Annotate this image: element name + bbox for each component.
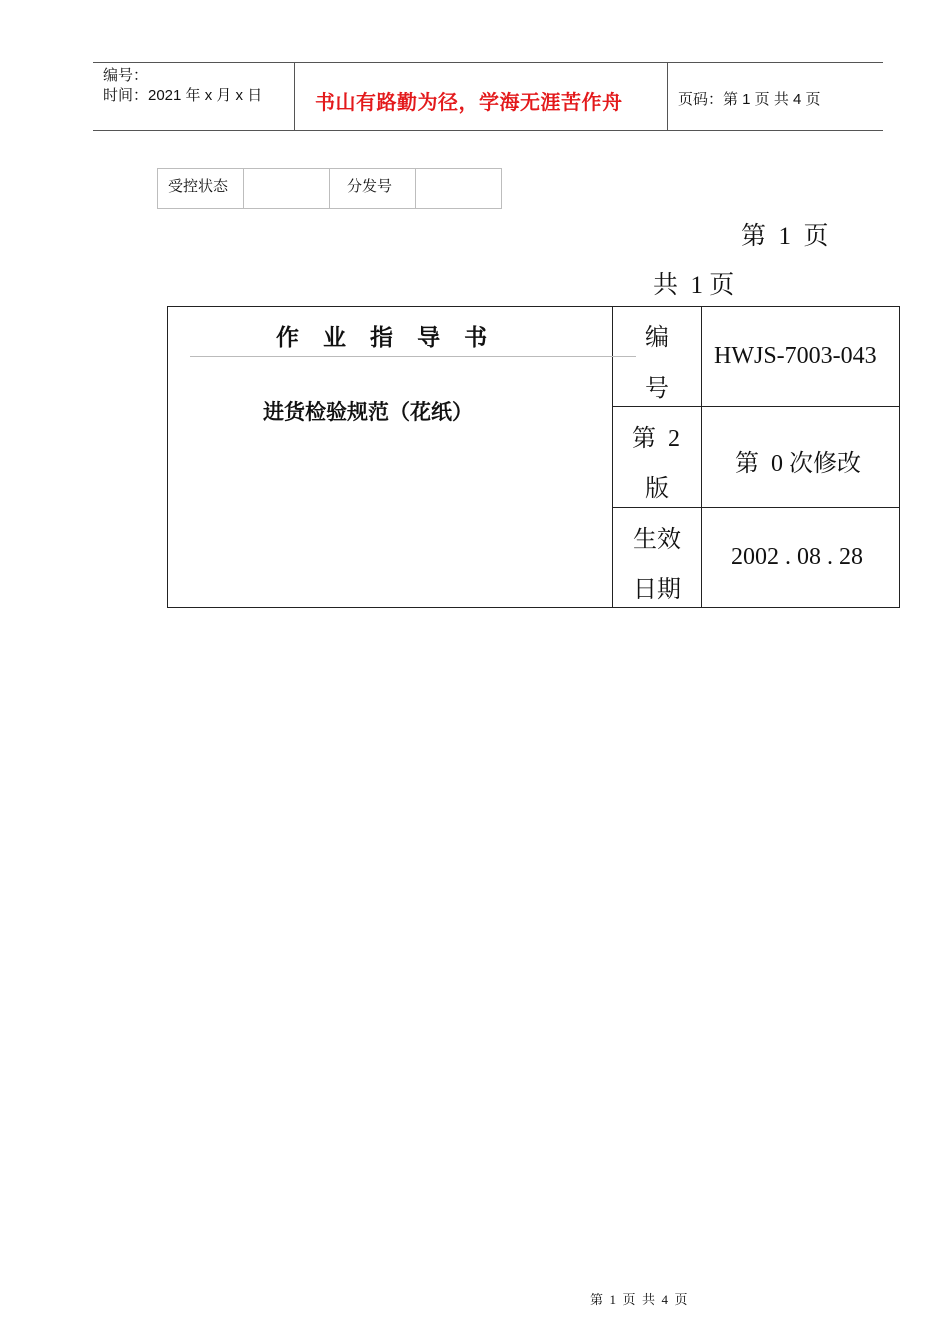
header-bottom-rule — [93, 130, 883, 131]
control-status-value — [244, 177, 254, 183]
control-status-label-cell — [158, 169, 244, 209]
edition-label-line1: 第 2 — [632, 426, 680, 452]
number-label-line2: 号 — [645, 376, 669, 402]
distribution-label: 分发号 — [347, 177, 393, 195]
effective-label-line1: 生效 — [633, 527, 681, 553]
distribution-label-cell — [330, 169, 416, 209]
time-label: 时间：2021 年 x 月 x 日 — [103, 87, 263, 104]
edition-label-line2: 版 — [645, 476, 669, 502]
title-underline — [190, 356, 636, 357]
effective-label-line2: 日期 — [633, 577, 681, 603]
footer-page-text: 第 1 页 共 4 页 — [590, 1292, 688, 1307]
header-divider-right — [667, 63, 668, 130]
control-status-table — [157, 168, 502, 209]
page-number-line: 第 1 页 — [741, 223, 829, 250]
header-top-rule — [93, 62, 883, 63]
doc-number-label: 编号： — [103, 67, 149, 84]
table-divider-2 — [701, 307, 702, 607]
doc-subtitle: 进货检验规范（花纸） — [263, 400, 473, 424]
effective-date-value: 2002 . 08 . 28 — [731, 544, 863, 570]
distribution-value-cell — [416, 169, 502, 209]
number-label-line1: 编 — [645, 325, 669, 351]
revision-value: 第 0 次修改 — [735, 451, 861, 477]
motto-text: 书山有路勤为径，学海无涯苦作舟 — [315, 92, 623, 114]
table-divider-1 — [612, 307, 613, 607]
header-divider-left — [294, 63, 295, 130]
control-status-label: 受控状态 — [168, 177, 229, 195]
page-code: 页码：第 1 页 共 4 页 — [678, 91, 821, 108]
control-status-value-cell — [244, 169, 330, 209]
page-total-line: 共 1 页 — [653, 272, 735, 299]
doc-title: 作 业 指 导 书 — [276, 325, 488, 351]
doc-info-table — [167, 306, 900, 608]
table-row-rule-2 — [612, 507, 899, 508]
number-value: HWJS-7003-043 — [714, 343, 877, 369]
distribution-value — [416, 177, 426, 183]
table-row-rule-1 — [612, 406, 899, 407]
